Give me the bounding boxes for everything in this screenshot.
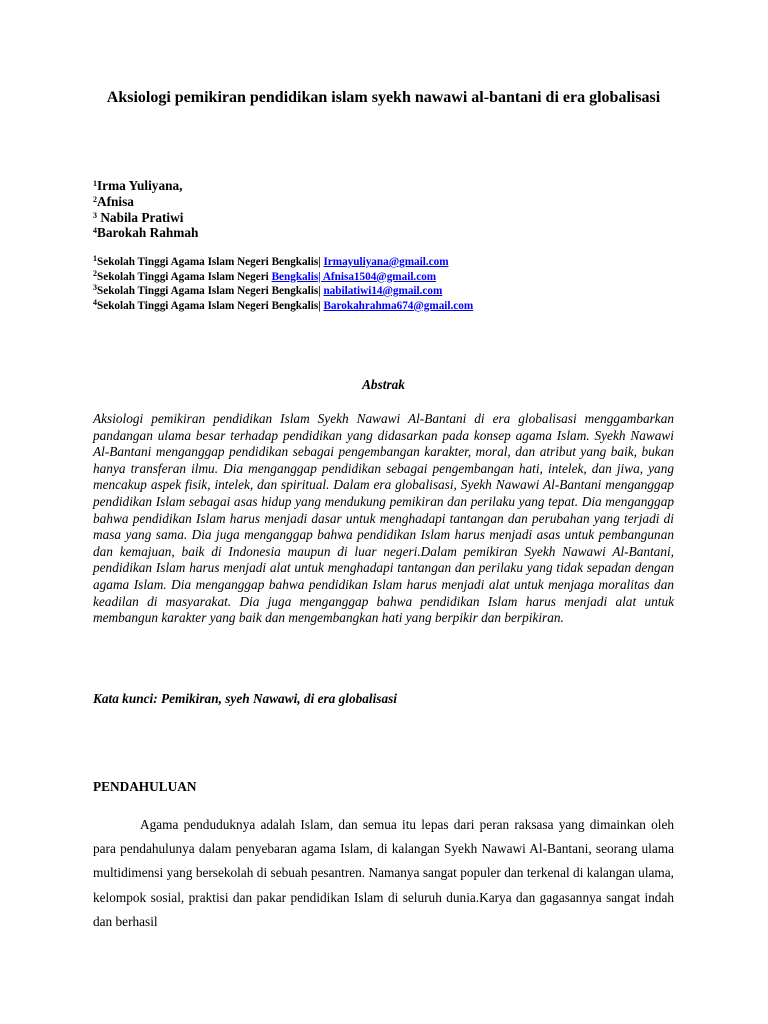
affiliation-item: $^1$Sekolah Tinggi Agama Islam Negeri Bengkalis| Irmayuliyana@gmail.com (93, 254, 449, 268)
paper-title: Aksiologi pemikiran pendidikan islam syekh nawawi al-bantani di era globalisasi (106, 89, 661, 106)
affiliation-item: $^4$Sekolah Tinggi Agama Islam Negeri Bengkalis| Barokahrahma674@gmail.com (93, 297, 474, 312)
email-link[interactable]: Bengkalis| Afnisa1504@gmail.com (271, 270, 437, 283)
author-item: $^4$Barokah Rahmah (93, 225, 199, 241)
author-item: $^2$Afnisa (93, 193, 134, 209)
author-item: $^1$Irma Yuliyana, (93, 178, 183, 193)
email-link[interactable]: Irmayuliyana@gmail.com (323, 256, 449, 268)
email-link[interactable]: Barokahrahma674@gmail.com (323, 299, 474, 312)
affiliation-item: $^2$Sekolah Tinggi Agama Islam Negeri Bengkalis| Afnisa1504@gmail.com (93, 268, 437, 283)
section-heading: PENDAHULUAN (93, 779, 197, 794)
email-link[interactable]: nabilatiwi14@gmail.com (323, 285, 443, 297)
intro-paragraph: Agama penduduknya adalah Islam, dan semua itu lepas dari peran raksasa yang dimainkan oleh para pendahulunya dalam penyebaran agama Islam, di kalangan Syekh Nawawi Al-Bantani, seorang ulama multidimensi yang bersekolah di sebuah pesantren. Namanya sangat populer dan terkenal di kalangan ulama, kelompok sosial, praktisi dan pakar pendidikan Islam di seluruh dunia.Karya dan gagasannya sangat indah dan berhasil (93, 817, 674, 929)
author-item: $^3$ Nabila Pratiwi (93, 209, 184, 225)
affiliation-item: $^3$Sekolah Tinggi Agama Islam Negeri Bengkalis| nabilatiwi14@gmail.com (93, 283, 443, 297)
abstract-heading: Abstrak (362, 377, 405, 392)
abstract-text: Aksiologi pemikiran pendidikan Islam Syekh Nawawi Al-Bantani di era globalisasi menggambarkan pandangan ulama besar terhadap pendidikan yang didasarkan pada konsep agama Islam. Syekh Nawawi Al-Bantani menganggap pendidikan sebagai pengembangan karakter, moral, dan atribut yang baik, bukan hanya transferan ilmu. Dia menganggap pendidikan sebagai pengembangan hati, intelek, dan jiwa, yang mencakup aspek fisik, intelek, dan spiritual. Dalam era globalisasi, Syekh Nawawi Al-Bantani menganggap pendidikan Islam sebagai asas hidup yang mendukung pemikiran dan perilaku yang tepat. Dia menganggap bahwa pendidikan Islam harus menjadi dasar untuk menghadapi tantangan dan perubahan yang terjadi di masa yang sama. Dia juga menganggap bahwa pendidikan Islam harus menjadi asas untuk pembangunan dan kemajuan, baik di Indonesia maupun di luar negeri.Dalam pemikiran Syekh Nawawi Al-Bantani, pendidikan Islam harus menjadi alat untuk menghadapi tantangan dan perilaku yang tidak sepadan dengan agama Islam. Dia menganggap bahwa pendidikan Islam harus menjadi alat untuk menjaga moralitas dan keadilan di masyarakat. Dia juga menganggap bahwa pendidikan Islam harus menjadi alat untuk membangun karakter yang baik dan mengembangkan hati yang berpikir dan berpikiran. (93, 411, 674, 626)
affiliation-list (93, 255, 473, 313)
keywords: Kata kunci: Pemikiran, syeh Nawawi, di era globalisasi (93, 691, 398, 706)
author-list (93, 178, 198, 241)
